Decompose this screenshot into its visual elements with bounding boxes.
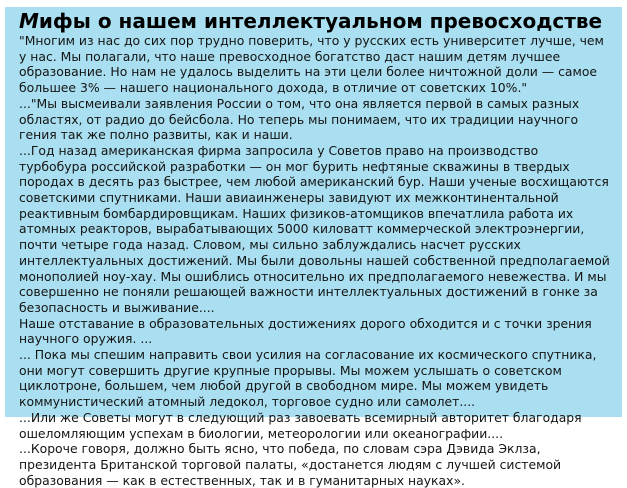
slide-panel	[5, 7, 622, 488]
title-first-letter: М	[19, 9, 39, 33]
paragraph-conclusion: ...Короче говоря, должно быть ясно, что победа, по словам сэра Дэвида Эклза, президента Британской торговой палаты, «достанется людям с лучшей системой образования — как в естественных, так и в гуманитарных науках».	[19, 441, 562, 488]
paragraph-scientific-genius: ..."Мы высмеивали заявления России о том, что она является первой в самых разных областях, от радио до бейсбола. Но теперь мы понимаем, что их традиции научного гения так же полно развиты, как и наши.	[19, 95, 580, 143]
paragraph-world-prestige: ...Или же Советы могут в следующий раз завоевать всемирный авторитет благодаря ошеломляющим успехам в биологии, метеорологии или океанографии....	[19, 409, 582, 441]
article-body	[19, 33, 610, 488]
title-text: ифы о нашем интеллектуальном превосходстве	[38, 9, 603, 33]
paragraph-space-satellite: ... Пока мы спешим направить свои усилия на согласование их космического спутника, они могут совершить другие крупные прорывы. Мы можем услышать о советском циклотроне, большем, чем любой другой в свободном мире. Мы можем увидеть коммунистический атомный ледокол, торговое судно или самолет....	[19, 347, 597, 410]
paragraph-quote-universities: "Многим из нас до сих пор трудно поверить, что у русских есть университет лучше, чем у нас. Мы полагали, что наше превосходное богатство даст нашим детям лучшее образование. Но нам не удалось выделить на эти цели более ничтожной доли — самое большее 3% — нашего национального дохода, в отличие от советских 10%."	[19, 33, 604, 96]
paragraph-turbodrill: ...Год назад американская фирма запросила у Советов право на производство турбобура российской разработки — он мог бурить нефтяные скважины в твердых породах в десять раз быстрее, чем любой американский бур. Наши ученые восхищаются советскими спутниками. Наши авиаинженеры завидуют их межконтинентальной реактивным бомбардировщикам. Наших физиков-атомщиков впечатлила работа их атомных реакторов, вырабатывающих 5000 киловатт коммерческой электроэнергии, почти четыре года назад. Словом, мы сильно заблуждались насчет русских интеллектуальных достижений. Мы были довольны нашей собственной предполагаемой монополией ноу-хау. Мы ошиблись относительно их предполагаемого невежества. И мы совершенно не поняли решающей важности интеллектуальных достижений в гонке за безопасность и выживание....	[19, 142, 610, 315]
page-title	[19, 10, 610, 33]
paragraph-scientific-weapons: Наше отставание в образовательных достижениях дорого обходится и с точки зрения научного оружия. ...	[19, 315, 592, 347]
